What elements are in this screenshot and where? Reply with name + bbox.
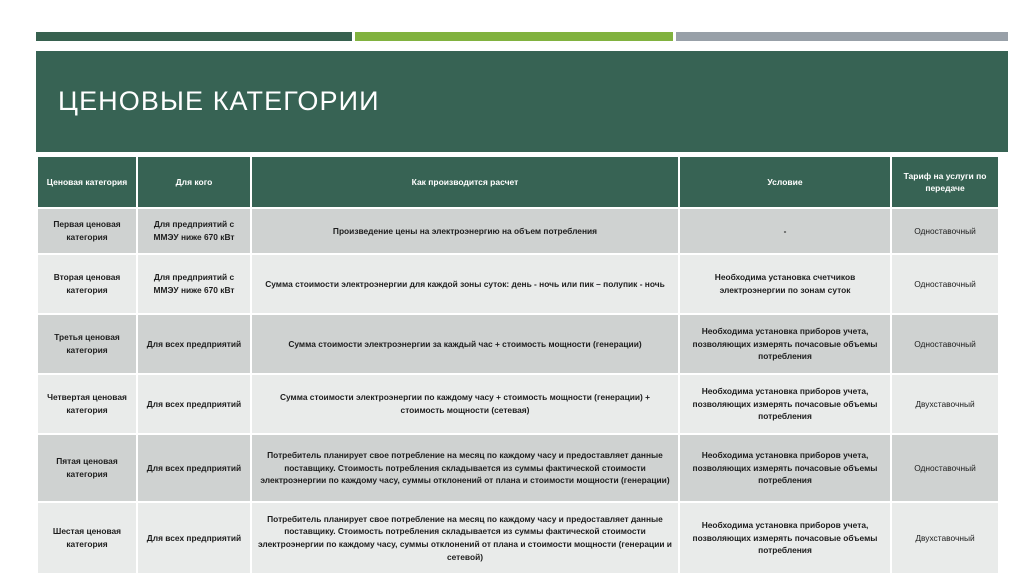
table-row: [38, 435, 998, 501]
cell-category: Первая ценовая категория: [38, 209, 136, 253]
accent-bar-light-green: [355, 32, 673, 41]
table-row: [38, 255, 998, 313]
cell-who: Для всех предприятий: [138, 375, 250, 433]
column-header-condition: Условие: [680, 157, 890, 207]
table-row: [38, 209, 998, 253]
cell-calculation: Сумма стоимости электроэнергии по каждому часу + стоимость мощности (генерации) + стоимость мощности (сетевая): [252, 375, 678, 433]
cell-tariff: Двухставочный: [892, 503, 998, 573]
cell-who: Для предприятий с ММЭУ ниже 670 кВт: [138, 209, 250, 253]
cell-condition: Необходима установка счетчиков электроэнергии по зонам суток: [680, 255, 890, 313]
cell-calculation: Потребитель планирует свое потребление на месяц по каждому часу и предоставляет данные поставщику. Стоимость потребления складывается из суммы фактической стоимости электроэнергии по каждому часу, суммы отклонений от плана и стоимости мощности (генерации и сетевой): [252, 503, 678, 573]
table-row: [38, 375, 998, 433]
cell-tariff: Одноставочный: [892, 435, 998, 501]
cell-category: Вторая ценовая категория: [38, 255, 136, 313]
cell-condition: Необходима установка приборов учета, позволяющих измерять почасовые объемы потребления: [680, 503, 890, 573]
accent-bar-gray: [676, 32, 1008, 41]
page-title: ЦЕНОВЫЕ КАТЕГОРИИ: [58, 86, 380, 116]
cell-condition: Необходима установка приборов учета, позволяющих измерять почасовые объемы потребления: [680, 375, 890, 433]
title-banner: [36, 51, 1008, 152]
cell-who: Для всех предприятий: [138, 315, 250, 373]
table-body: [38, 209, 998, 573]
column-header-category: Ценовая категория: [38, 157, 136, 207]
table-row: [38, 315, 998, 373]
cell-category: Шестая ценовая категория: [38, 503, 136, 573]
cell-tariff: Одноставочный: [892, 315, 998, 373]
cell-who: Для предприятий с ММЭУ ниже 670 кВт: [138, 255, 250, 313]
cell-condition: Необходима установка приборов учета, позволяющих измерять почасовые объемы потребления: [680, 435, 890, 501]
cell-tariff: Одноставочный: [892, 209, 998, 253]
cell-condition: -: [680, 209, 890, 253]
cell-who: Для всех предприятий: [138, 435, 250, 501]
cell-calculation: Потребитель планирует свое потребление на месяц по каждому часу и предоставляет данные поставщику. Стоимость потребления складывается из суммы фактической стоимости электроэнергии по каждому часу, суммы отклонений от плана и стоимости мощности (генерации): [252, 435, 678, 501]
cell-condition: Необходима установка приборов учета, позволяющих измерять почасовые объемы потребления: [680, 315, 890, 373]
column-header-who: Для кого: [138, 157, 250, 207]
price-categories-table: [36, 155, 1000, 574]
cell-calculation: Произведение цены на электроэнергию на объем потребления: [252, 209, 678, 253]
cell-who: Для всех предприятий: [138, 503, 250, 573]
table-row: [38, 503, 998, 573]
table-header: [38, 157, 998, 207]
cell-calculation: Сумма стоимости электроэнергии для каждой зоны суток: день - ночь или пик – полупик - ночь: [252, 255, 678, 313]
cell-category: Пятая ценовая категория: [38, 435, 136, 501]
cell-tariff: Двухставочный: [892, 375, 998, 433]
column-header-tariff: Тариф на услуги по передаче: [892, 157, 998, 207]
cell-calculation: Сумма стоимости электроэнергии за каждый час + стоимость мощности (генерации): [252, 315, 678, 373]
column-header-calculation: Как производится расчет: [252, 157, 678, 207]
accent-bar-dark-green: [36, 32, 352, 41]
accent-bar-group: [36, 32, 1008, 41]
table-header-row: [38, 157, 998, 207]
cell-tariff: Одноставочный: [892, 255, 998, 313]
cell-category: Третья ценовая категория: [38, 315, 136, 373]
cell-category: Четвертая ценовая категория: [38, 375, 136, 433]
price-categories-table-wrapper: [36, 155, 988, 574]
